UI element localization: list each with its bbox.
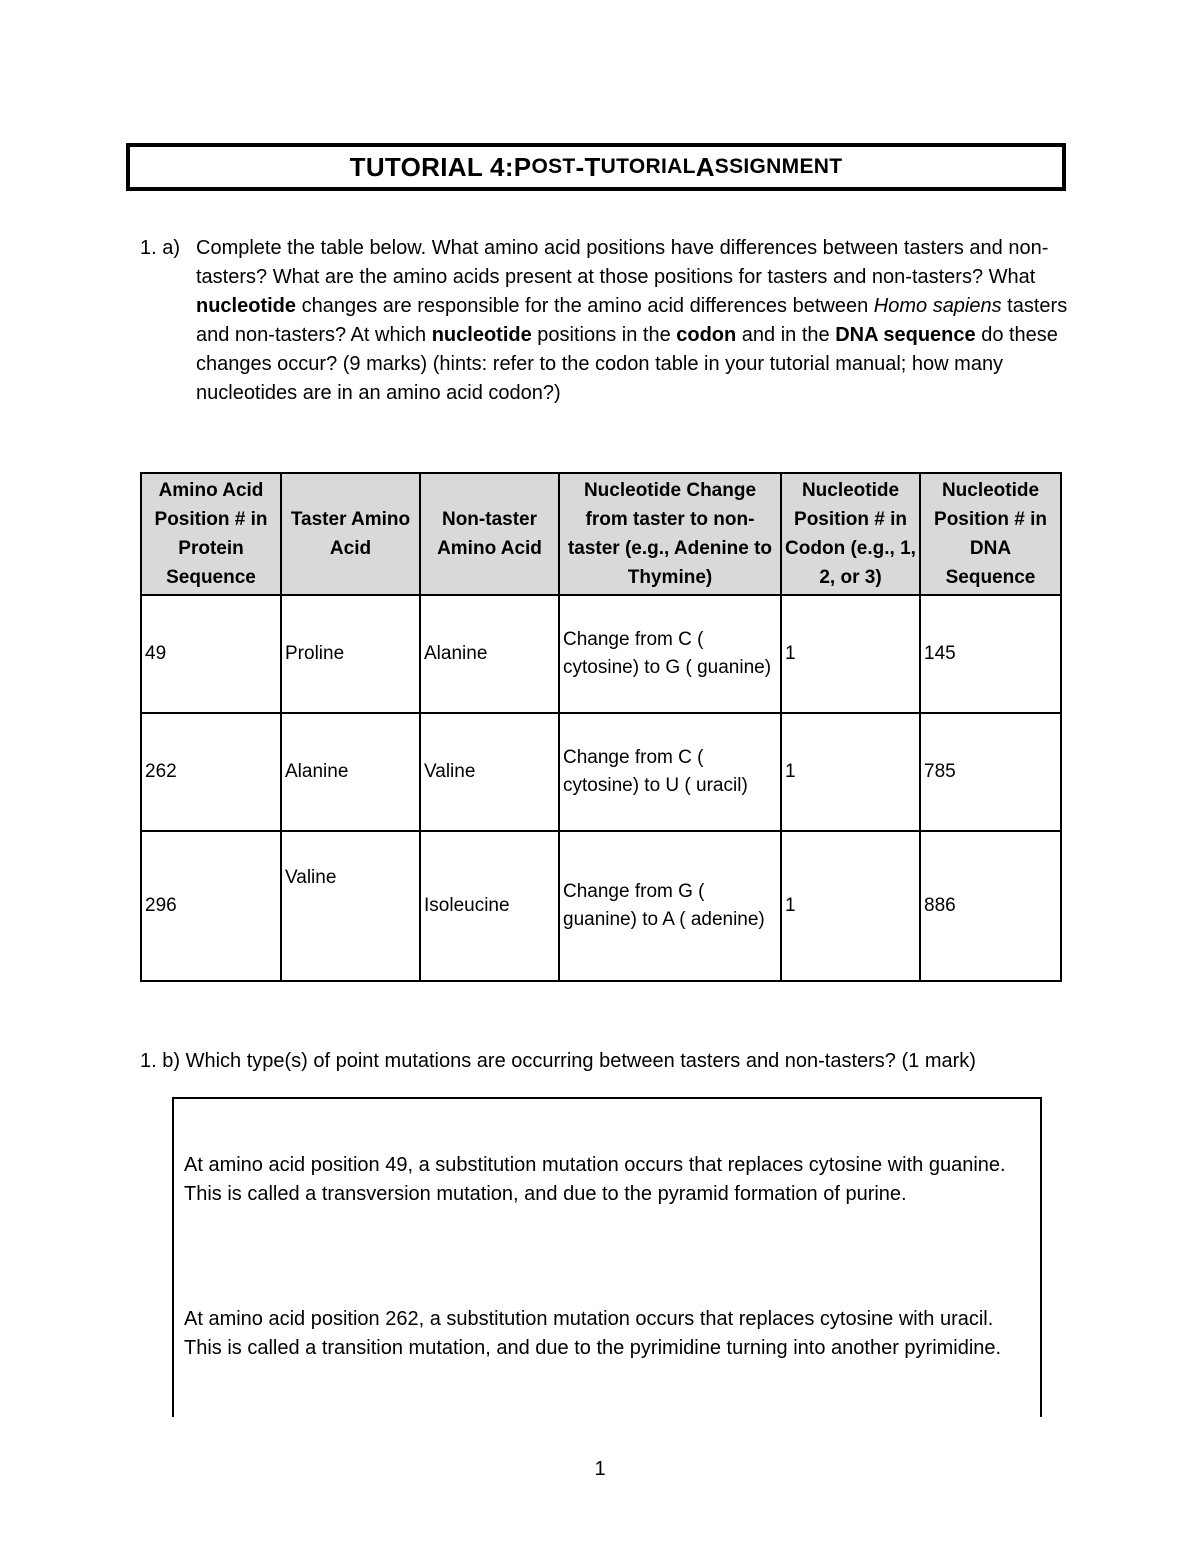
cell-aa-position: 262 (141, 713, 281, 831)
title-part-1: TUTORIAL 4: (349, 151, 514, 182)
question-1a (140, 234, 1070, 408)
cell-nontaster-aa: Valine (420, 713, 559, 831)
q1a-text-5: and in the (736, 324, 836, 346)
q1a-text-2: changes are responsible for the amino acid differences between (296, 295, 874, 317)
table-header-row (141, 473, 1061, 595)
header-nucleotide-change: Nucleotide Change from taster to non-taster (e.g., Adenine to Thymine) (559, 473, 781, 595)
answer-paragraph-2: At amino acid position 262, a substitution mutation occurs that replaces cytosine with uracil. This is called a transition mutation, and due to the pyrimidine turning into another pyrimidine. (184, 1308, 1002, 1359)
header-codon-position: Nucleotide Position # in Codon (e.g., 1, 2, or 3) (781, 473, 920, 595)
title-dash: - (575, 151, 585, 182)
cell-nucleotide-change: Change from C ( cytosine) to G ( guanine) (559, 595, 781, 713)
title-t: T (584, 151, 601, 182)
table-row (141, 713, 1061, 831)
cell-dna-position: 785 (920, 713, 1061, 831)
header-nontaster-aa: Non-taster Amino Acid (420, 473, 559, 595)
q1a-text-4: positions in the (531, 324, 677, 346)
title-t-rest: UTORIAL (600, 155, 696, 178)
q1a-italic-1: Homo sapiens (873, 295, 1002, 317)
header-aa-position: Amino Acid Position # in Protein Sequence (141, 473, 281, 595)
page-title (126, 143, 1066, 191)
title-p: P (513, 151, 532, 182)
q1a-text-6: do these changes occur? (9 marks) (hints: refer to the codon table in your tutorial manual; how many nucleotides are in an amino acid codon?) (196, 324, 1058, 404)
cell-nontaster-aa: Alanine (420, 595, 559, 713)
q1a-text-3: tasters and non-tasters? At which (196, 295, 1068, 346)
cell-codon-position: 1 (781, 595, 920, 713)
cell-taster-aa: Valine (281, 831, 420, 981)
q1a-bold-1: nucleotide (196, 295, 297, 317)
answer-paragraph-1: At amino acid position 49, a substitution mutation occurs that replaces cytosine with guanine. This is called a transversion mutation, and due to the pyramid formation of purine. (184, 1154, 1006, 1205)
answer-box (172, 1097, 1042, 1417)
cell-codon-position: 1 (781, 831, 920, 981)
mutation-table (140, 472, 1062, 982)
table-row (141, 595, 1061, 713)
q1a-bold-2: nucleotide (431, 324, 532, 346)
header-taster-aa: Taster Amino Acid (281, 473, 420, 595)
cell-nucleotide-change: Change from C ( cytosine) to U ( uracil) (559, 713, 781, 831)
q1a-text-1: Complete the table below. What amino acid positions have differences between tasters and non-tasters? What are the amino acids present at those positions for tasters and non-tasters? What (196, 237, 1049, 288)
cell-dna-position: 145 (920, 595, 1061, 713)
question-1a-text (196, 234, 1070, 408)
cell-aa-position: 49 (141, 595, 281, 713)
question-1a-number: 1. a) (140, 237, 181, 259)
cell-nucleotide-change: Change from G ( guanine) to A ( adenine) (559, 831, 781, 981)
cell-nontaster-aa: Isoleucine (420, 831, 559, 981)
header-dna-position: Nucleotide Position # in DNA Sequence (920, 473, 1061, 595)
title-a-rest: SSIGNMENT (714, 155, 843, 178)
table-row (141, 831, 1061, 981)
cell-dna-position: 886 (920, 831, 1061, 981)
q1a-bold-3: codon (676, 324, 737, 346)
cell-taster-aa: Alanine (281, 713, 420, 831)
title-a: A (695, 151, 715, 182)
page-number: 1 (594, 1458, 606, 1480)
q1a-bold-4: DNA sequence (835, 324, 976, 346)
cell-aa-position: 296 (141, 831, 281, 981)
title-p-rest: OST (531, 155, 576, 178)
cell-codon-position: 1 (781, 713, 920, 831)
cell-taster-aa: Proline (281, 595, 420, 713)
question-1b: 1. b) Which type(s) of point mutations are occurring between tasters and non-tasters? (1 mark) (140, 1050, 976, 1072)
